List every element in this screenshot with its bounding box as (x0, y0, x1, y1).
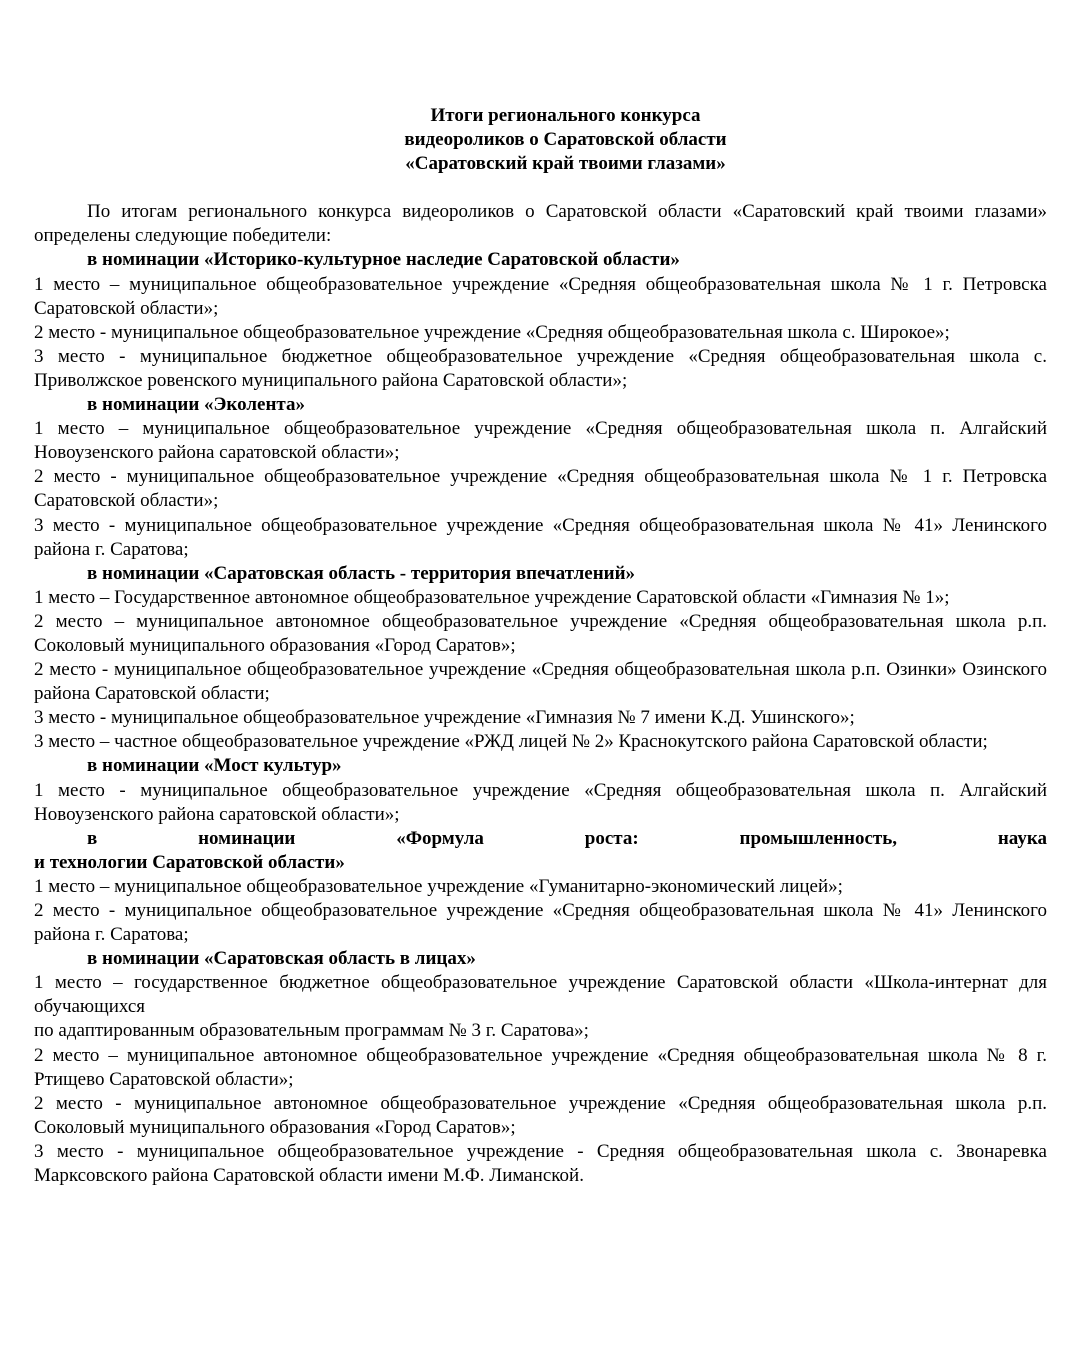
winner-entry: 1 место – муниципальное общеобразовательное учреждение «Средняя общеобразовательная школа п. Алгайский Новоузенского района саратовской области»; (34, 418, 1047, 464)
nomination-heading-line-2: и технологии Саратовской области» (34, 851, 345, 873)
nomination-heading: в номинации «Эколента» (87, 394, 305, 416)
title-line-3: «Саратовский край твоими глазами» (405, 153, 726, 175)
winner-entry: 3 место - муниципальное общеобразовательное учреждение «Гимназия № 7 имени К.Д. Ушинского»; (34, 707, 855, 729)
winner-entry: 2 место - муниципальное общеобразовательное учреждение «Средняя общеобразовательная школа № 41» Ленинского района г. Саратова; (34, 900, 1047, 946)
winner-entry: 2 место - муниципальное автономное общеобразовательное учреждение «Средняя общеобразовательная школа р.п. Соколовый муниципального образования «Город Саратов»; (34, 1092, 1047, 1138)
document-page (34, 104, 1047, 1188)
winner-entry: 3 место – частное общеобразовательное учреждение «РЖД лицей № 2» Краснокутского района Саратовской области; (34, 731, 988, 753)
winner-entry: 2 место - муниципальное общеобразовательное учреждение «Средняя общеобразовательная школа № 1 г. Петровска Саратовской области»; (34, 466, 1047, 512)
winner-entry: 3 место - муниципальное общеобразовательное учреждение - Средняя общеобразовательная школа с. Звонаревка Марксовского района Саратовской области имени М.Ф. Лиманской. (34, 1140, 1047, 1187)
winner-entry: 1 место - муниципальное общеобразовательное учреждение «Средняя общеобразовательная школа п. Алгайский Новоузенского района саратовской области»; (34, 779, 1047, 825)
winner-entry: 2 место - муниципальное общеобразовательное учреждение «Средняя общеобразовательная школа р.п. Озинки» Озинского района Саратовской области; (34, 659, 1047, 705)
winner-entry: 1 место – Государственное автономное общеобразовательное учреждение Саратовской области «Гимназия № 1»; (34, 586, 950, 608)
winner-entry-line-2: по адаптированным образовательным программам № 3 г. Саратова»; (34, 1020, 589, 1042)
winner-entry: 2 место - муниципальное общеобразовательное учреждение «Средняя общеобразовательная школа с. Широкое»; (34, 321, 950, 343)
nomination-heading: в номинации «Саратовская область в лицах» (87, 948, 476, 970)
winner-entry: 3 место - муниципальное общеобразовательное учреждение «Средняя общеобразовательная школа № 41» Ленинского района г. Саратова; (34, 514, 1047, 560)
title-line-2: видеороликов о Саратовской области (404, 129, 727, 151)
winner-entry: 1 место – муниципальное общеобразовательное учреждение «Гуманитарно-экономический лицей»; (34, 875, 843, 897)
winner-entry: 2 место – муниципальное автономное общеобразовательное учреждение «Средняя общеобразовательная школа р.п. Соколовый муниципального образования «Город Саратов»; (34, 610, 1047, 656)
nomination-heading (34, 827, 1047, 875)
winner-entry: 3 место - муниципальное бюджетное общеобразовательное учреждение «Средняя общеобразовательная школа с. Приволжское ровенского муниципального района Саратовской области»; (34, 345, 1047, 391)
winner-entry (34, 971, 1047, 1043)
intro-paragraph: По итогам регионального конкурса видеороликов о Саратовской области «Саратовский край твоими глазами» определены следующие победители: (34, 201, 1047, 247)
winner-entry: 2 место – муниципальное автономное общеобразовательное учреждение «Средняя общеобразовательная школа № 8 г. Ртищево Саратовской области»; (34, 1044, 1047, 1090)
winner-entry-line-1: 1 место – государственное бюджетное общеобразовательное учреждение Саратовской области «Школа-интернат для обучающихся (34, 972, 1047, 1018)
winner-entry: 1 место – муниципальное общеобразовательное учреждение «Средняя общеобразовательная школа № 1 г. Петровска Саратовской области»; (34, 273, 1047, 319)
nomination-heading: в номинации «Мост культур» (87, 755, 342, 777)
nomination-heading: в номинации «Саратовская область - территория впечатлений» (87, 562, 636, 584)
nomination-heading: в номинации «Историко-культурное наследие Саратовской области» (87, 249, 680, 271)
nomination-heading-line-1: в номинации «Формула роста: промышленность, наука (87, 827, 1047, 849)
document-title (84, 104, 1047, 176)
title-line-1: Итоги регионального конкурса (430, 105, 701, 126)
